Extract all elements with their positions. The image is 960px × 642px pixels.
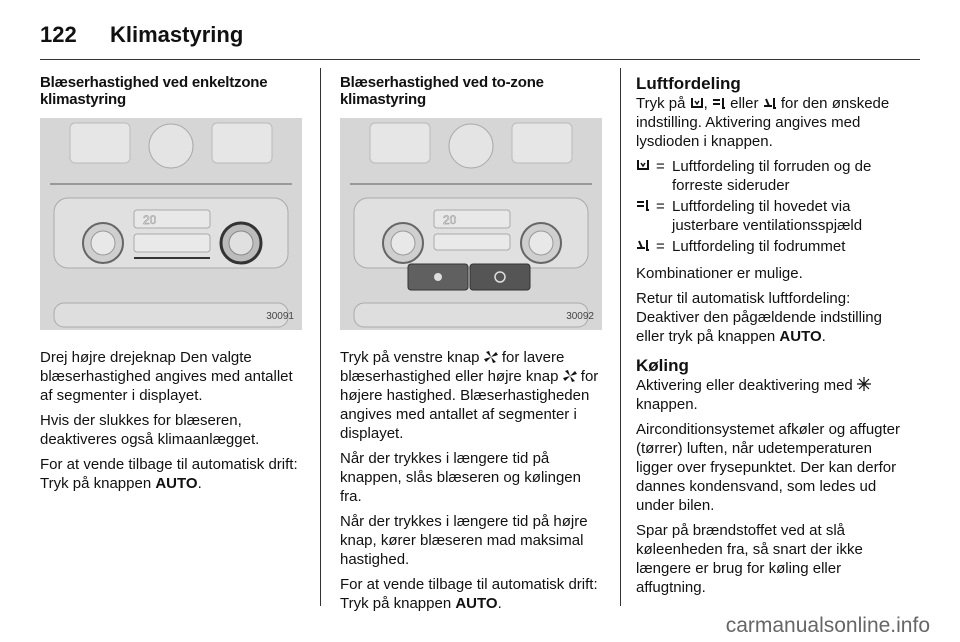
figure-number: 30091 — [266, 311, 294, 322]
foot-airflow-icon — [763, 95, 777, 107]
head-airflow-icon — [636, 197, 656, 235]
watermark: carmanualsonline.info — [725, 614, 930, 637]
column-divider-2 — [620, 68, 621, 606]
text-run: Tryk på — [636, 95, 690, 112]
section-heading-koling: Køling — [636, 356, 689, 375]
paragraph: Airconditionsystemet afkøler og affugter (tørrer) luften, når udetemperaturen ligger over frysepunktet. Der kan derfor dannes kondensvand, som ledes ud under bilen. — [636, 421, 901, 514]
paragraph: Drej højre drejeknap Den valgte blæserhastighed angives med antallet af segmenter i displayet. — [40, 349, 293, 404]
text-run: . — [497, 595, 502, 612]
paragraph: Kombinationer er mulige. — [636, 265, 803, 282]
column-single-zone — [40, 74, 306, 499]
climate-panel-drawing — [340, 118, 602, 330]
head-airflow-icon — [712, 95, 726, 107]
paragraph — [40, 455, 306, 493]
air-distribution-list — [636, 157, 906, 256]
definition-text: Luftfordeling til forruden og de forreste sideruder — [672, 158, 872, 194]
equals-sign: = — [656, 198, 665, 215]
section-heading-single-zone: Blæserhastighed ved enkeltzone klimastyring — [40, 74, 268, 108]
list-item — [636, 157, 906, 195]
fan-icon — [484, 349, 498, 361]
paragraph — [636, 94, 906, 151]
windscreen-airflow-icon — [636, 157, 656, 195]
text-run: For at vende tilbage til automatisk drift: Tryk på knappen — [40, 456, 298, 492]
section-heading-dual-zone: Blæserhastighed ved to-zone klimastyring — [340, 74, 544, 108]
auto-button-label: AUTO — [455, 595, 498, 612]
text-run: for lavere blæserhastighed eller højre knap — [340, 349, 565, 385]
auto-button-label: AUTO — [779, 328, 822, 345]
definition-text: Luftfordeling til hovedet via justerbare ventilationsspjæld — [672, 198, 863, 234]
text-run: eller — [725, 95, 763, 112]
paragraph: Hvis der slukkes for blæseren, deaktiveres også klimaanlægget. — [40, 412, 260, 448]
paragraph — [340, 348, 606, 443]
climate-panel-illustration-single — [40, 118, 302, 330]
equals-sign: = — [656, 158, 665, 175]
text-run: Retur til automatisk luftfordeling: Deaktiver den pågældende indstilling eller tryk på knappen — [636, 290, 882, 345]
section-heading-luftfordeling: Luftfordeling — [636, 74, 741, 93]
climate-panel-illustration-dual — [340, 118, 602, 330]
snowflake-icon — [857, 377, 871, 389]
column-divider-1 — [320, 68, 321, 606]
text-run: for højere hastighed. Blæserhastigheden angives med antallet af segmenter i displayet. — [340, 368, 599, 442]
auto-button-label: AUTO — [155, 475, 198, 492]
paragraph — [340, 575, 606, 613]
paragraph — [636, 289, 906, 346]
header-divider — [40, 59, 920, 60]
page-number: 122 — [40, 22, 77, 47]
text-run: Aktivering eller deaktivering med — [636, 377, 857, 394]
paragraph: Når der trykkes i længere tid på højre knap, kører blæseren mad maksimal hastighed. — [340, 513, 588, 568]
column-dual-zone — [340, 74, 606, 619]
figure-number: 30092 — [566, 311, 594, 322]
text-run: . — [197, 475, 202, 492]
list-item — [636, 197, 906, 235]
definition-text: Luftfordeling til fodrummet — [672, 238, 846, 255]
equals-sign: = — [656, 238, 665, 255]
page-title: Klimastyring — [110, 22, 244, 47]
text-run: For at vende tilbage til automatisk drift: Tryk på knappen — [340, 576, 598, 612]
text-run: knappen. — [636, 396, 698, 413]
text-run: Tryk på venstre knap — [340, 349, 484, 366]
foot-airflow-icon — [636, 237, 656, 256]
paragraph: Spar på brændstoffet ved at slå køleenheden fra, så snart der ikke længere er brug for køling eller affugtning. — [636, 522, 863, 596]
text-run: . — [821, 328, 826, 345]
paragraph: Når der trykkes i længere tid på knappen, slås blæseren og kølingen fra. — [340, 450, 581, 505]
text-run: for den ønskede indstilling. Aktivering angives med lysdioden i knappen. — [636, 95, 890, 150]
list-item — [636, 237, 906, 256]
text-run: , — [703, 95, 712, 112]
column-air-distribution — [636, 74, 906, 603]
windscreen-airflow-icon — [690, 95, 704, 107]
climate-panel-drawing — [40, 118, 302, 330]
svg-text:20: 20 — [443, 213, 457, 227]
svg-text:20: 20 — [143, 213, 157, 227]
paragraph — [636, 376, 906, 414]
fan-icon — [563, 368, 577, 380]
page-header — [40, 22, 243, 48]
